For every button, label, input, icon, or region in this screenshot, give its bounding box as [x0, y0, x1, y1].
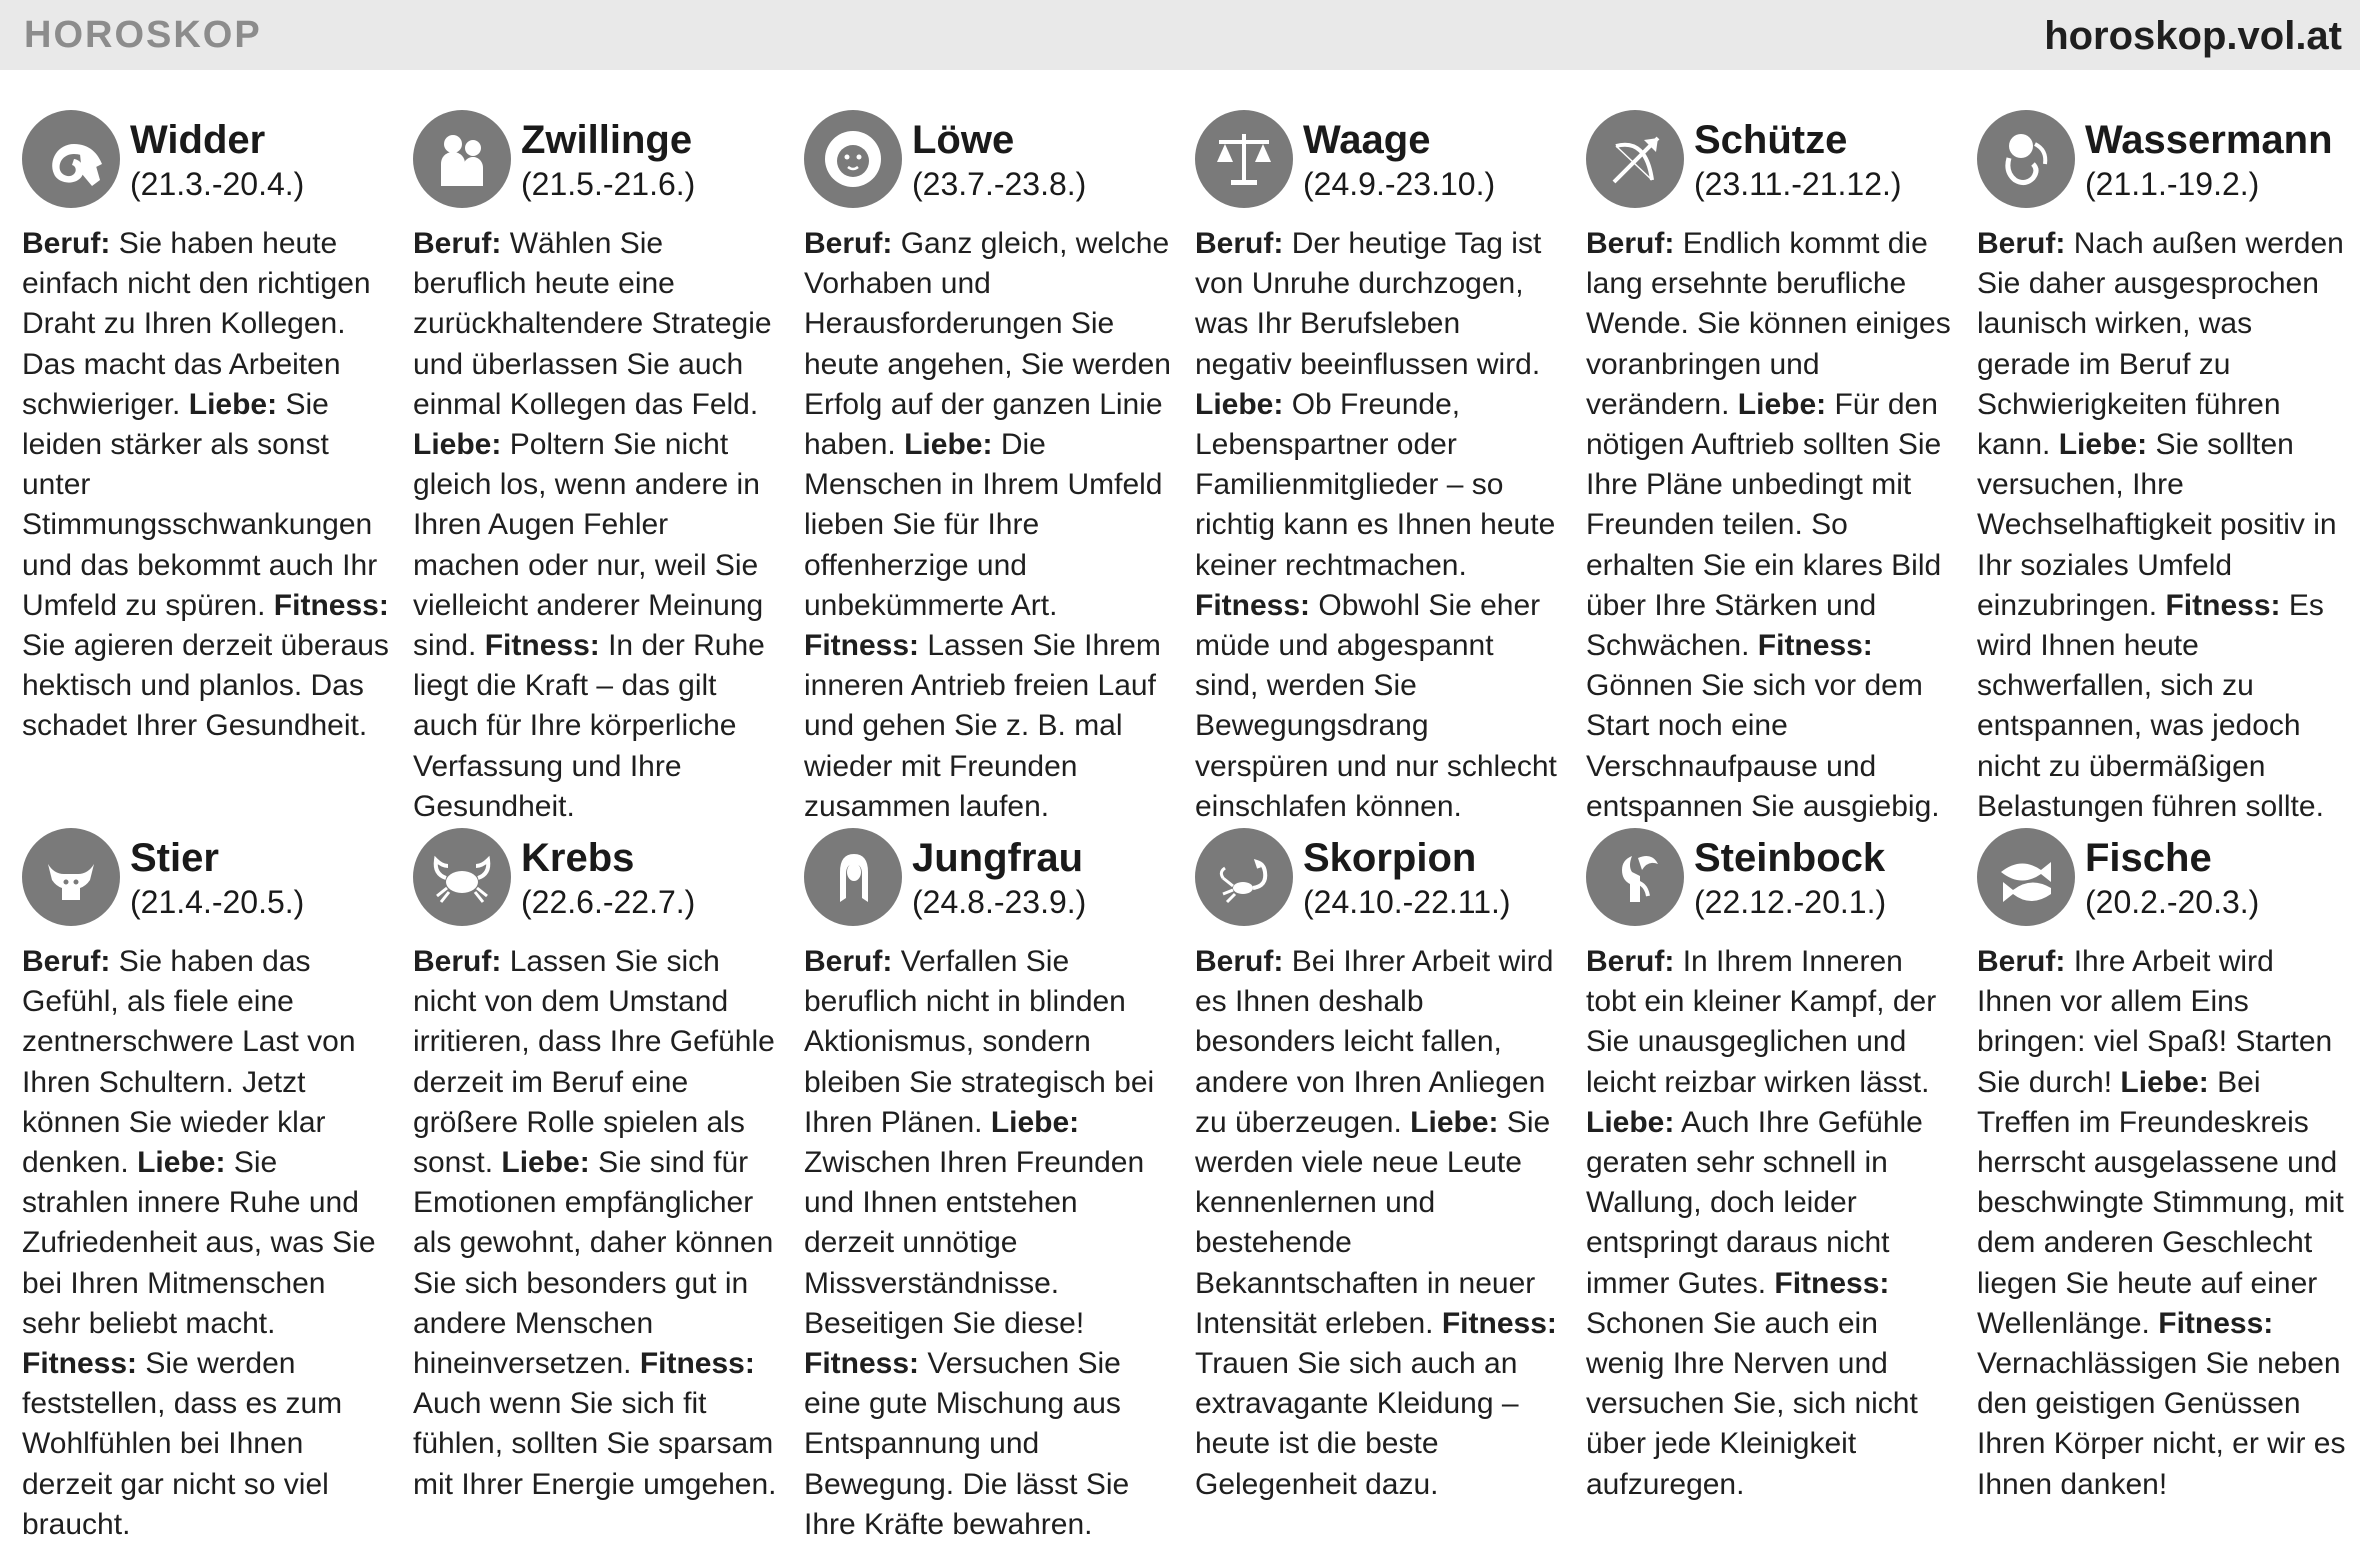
sign-card-l-we [804, 108, 1195, 826]
liebe-text: Ob Freunde, Lebenspartner oder Familienmitglieder – so richtig kann es Ihnen heute keiner rechtmachen. [1195, 387, 1556, 582]
fitness-label: Fitness: [1195, 588, 1311, 622]
sign-name: Skorpion [1303, 836, 1477, 880]
liebe-text: Die Menschen in Ihrem Umfeld lieben Sie für Ihre offenherzige und unbekümmerte Art. [804, 428, 1163, 622]
sign-card-steinbock [1586, 826, 1977, 1518]
sign-header [804, 108, 1195, 218]
sign-dates: (20.2.-20.3.) [2085, 884, 2260, 920]
sign-header [1977, 826, 2360, 936]
bow-arrow-icon [1586, 110, 1684, 208]
sign-dates: (23.7.-23.8.) [912, 166, 1087, 202]
sign-card-widder [22, 108, 413, 826]
sign-text [413, 942, 783, 1505]
beruf-text: Endlich kommt die lang ersehnte berufliche Wende. Sie können einiges voranbringen und verändern. [1586, 227, 1951, 421]
fitness-text: Sie agieren derzeit überaus hektisch und planlos. Das schadet Ihrer Gesundheit. [22, 629, 389, 743]
fitness-text: In der Ruhe liegt die Kraft – das gilt auch für Ihre körperliche Verfassung und Ihre Gesundheit. [413, 629, 765, 823]
water-bearer-icon [1977, 110, 2075, 208]
beruf-label: Beruf: [413, 227, 502, 260]
sign-name: Widder [130, 118, 266, 162]
beruf-label: Beruf: [22, 227, 111, 260]
sign-card-skorpion [1195, 826, 1586, 1518]
sign-header [413, 826, 804, 936]
fitness-label: Fitness: [1757, 629, 1873, 663]
virgin-icon [804, 828, 902, 926]
liebe-text: Auch Ihre Gefühle geraten sehr schnell in Wallung, doch leider entspringt daraus nicht immer Gutes. [1586, 1105, 1923, 1300]
beruf-text: Sie haben das Gefühl, als fiele eine zentnerschwere Last von Ihren Schultern. Jetzt können Sie wieder klar denken. [22, 945, 356, 1180]
liebe-label: Liebe: [413, 428, 502, 462]
sign-header [1586, 826, 1977, 936]
beruf-label: Beruf: [1586, 945, 1675, 978]
sign-card-krebs [413, 826, 804, 1518]
sign-header [22, 108, 413, 218]
sign-name: Krebs [521, 836, 635, 880]
beruf-label: Beruf: [1977, 945, 2066, 978]
beruf-text: Nach außen werden Sie daher ausgesprochen launisch wirken, was gerade im Beruf zu Schwierigkeiten führen kann. [1977, 227, 2344, 462]
sign-dates: (22.6.-22.7.) [521, 884, 696, 920]
beruf-text: Lassen Sie sich nicht von dem Umstand irritieren, dass Ihre Gefühle derzeit im Beruf eine größere Rolle spielen als sonst. [413, 945, 775, 1180]
sign-text [804, 224, 1174, 827]
fitness-text: Lassen Sie Ihrem inneren Antrieb freien Lauf und gehen Sie z. B. mal wieder mit Freunden zusammen laufen. [804, 629, 1161, 823]
beruf-label: Beruf: [1977, 227, 2066, 260]
liebe-label: Liebe: [904, 428, 993, 462]
sign-card-wassermann [1977, 108, 2360, 826]
liebe-text: Zwischen Ihren Freunden und Ihnen entstehen derzeit unnötige Missverständnisse. Beseitigen Sie diese! [804, 1146, 1145, 1340]
sign-name: Fische [2085, 836, 2212, 880]
sign-name: Waage [1303, 118, 1431, 162]
beruf-label: Beruf: [1586, 227, 1675, 260]
ram-icon [22, 110, 120, 208]
scorpion-icon [1195, 828, 1293, 926]
beruf-text: Wählen Sie beruflich heute eine zurückhaltendere Strategie und überlassen Sie auch einmal Kollegen das Feld. [413, 227, 772, 421]
liebe-label: Liebe: [1737, 387, 1827, 421]
fitness-text: Gönnen Sie sich vor dem Start noch eine Verschnaufpause und entspannen Sie ausgiebig. [1586, 669, 1940, 823]
beruf-label: Beruf: [804, 227, 893, 260]
liebe-text: Sie sollten versuchen, Ihre Wechselhaftigkeit positiv in Ihr soziales Umfeld einzubringen. [1977, 428, 2337, 622]
beruf-text: In Ihrem Inneren tobt ein kleiner Kampf, der Sie unausgeglichen und leicht reizbar wirken lässt. [1586, 945, 1937, 1099]
fitness-text: Es wird Ihnen heute schwerfallen, sich zu entspannen, was jedoch nicht zu übermäßigen Belastungen führen sollte. [1977, 588, 2324, 823]
fitness-text: Vernachlässigen Sie neben den geistigen Genüssen Ihren Körper nicht, er wir es Ihnen danken! [1977, 1347, 2346, 1501]
sign-dates: (21.4.-20.5.) [130, 884, 305, 920]
liebe-label: Liebe: [1586, 1105, 1675, 1139]
sign-dates: (24.9.-23.10.) [1303, 166, 1496, 202]
beruf-text: Der heutige Tag ist von Unruhe durchzogen, was Ihr Berufsleben negativ beeinflussen wird. [1195, 227, 1542, 381]
sign-card-stier [22, 826, 413, 1541]
sign-card-sch-tze [1586, 108, 1977, 826]
lion-icon [804, 110, 902, 208]
sign-card-fische [1977, 826, 2360, 1518]
beruf-label: Beruf: [1195, 945, 1284, 978]
beruf-text: Sie haben heute einfach nicht den richtigen Draht zu Ihren Kollegen. Das macht das Arbeiten schwieriger. [22, 227, 371, 421]
sign-dates: (21.5.-21.6.) [521, 166, 696, 202]
header-bar [0, 0, 2360, 70]
sign-dates: (21.1.-19.2.) [2085, 166, 2260, 202]
sign-text [22, 224, 392, 747]
horoscope-grid [22, 108, 2352, 1541]
liebe-text: Sie werden viele neue Leute kennenlernen und bestehende Bekanntschaften in neuer Intensität erleben. [1195, 1105, 1551, 1340]
crab-icon [413, 828, 511, 926]
liebe-text: Sie strahlen innere Ruhe und Zufriedenheit aus, was Sie bei Ihren Mitmenschen sehr beliebt macht. [22, 1146, 376, 1340]
fitness-label: Fitness: [639, 1347, 755, 1381]
liebe-label: Liebe: [501, 1146, 590, 1180]
sign-header [1195, 826, 1586, 936]
fish-icon [1977, 828, 2075, 926]
twins-icon [413, 110, 511, 208]
sign-name: Stier [130, 836, 219, 880]
sign-dates: (21.3.-20.4.) [130, 166, 305, 202]
liebe-label: Liebe: [1410, 1105, 1499, 1139]
beruf-label: Beruf: [413, 945, 502, 978]
sign-dates: (23.11.-21.12.) [1694, 166, 1902, 202]
fitness-label: Fitness: [484, 629, 600, 663]
sign-text [413, 224, 783, 827]
sign-header [804, 826, 1195, 936]
sign-name: Zwillinge [521, 118, 693, 162]
fitness-label: Fitness: [1441, 1306, 1557, 1340]
sign-name: Schütze [1694, 118, 1848, 162]
sign-text [1195, 224, 1565, 827]
sign-dates: (24.8.-23.9.) [912, 884, 1087, 920]
sign-name: Wassermann [2085, 118, 2333, 162]
sign-text [804, 942, 1174, 1545]
sign-header [413, 108, 804, 218]
beruf-text: Verfallen Sie beruflich nicht in blinden Aktionismus, sondern bleiben Sie strategisch bei Ihren Plänen. [804, 945, 1155, 1139]
fitness-label: Fitness: [2165, 588, 2281, 622]
site-link[interactable]: horoskop.vol.at [2044, 14, 2342, 58]
fitness-label: Fitness: [273, 588, 389, 622]
fitness-label: Fitness: [804, 1347, 920, 1381]
sign-name: Steinbock [1694, 836, 1886, 880]
sign-card-jungfrau [804, 826, 1195, 1541]
liebe-label: Liebe: [2058, 428, 2148, 462]
sign-dates: (24.10.-22.11.) [1303, 884, 1511, 920]
liebe-text: Bei Treffen im Freundeskreis herrscht ausgelassene und beschwingte Stimmung, mit dem anderen Geschlecht liegen Sie heute auf einer Wellenlänge. [1977, 1065, 2344, 1340]
liebe-text: Poltern Sie nicht gleich los, wenn andere in Ihren Augen Fehler machen oder nur, weil Sie vielleicht anderer Meinung sind. [413, 428, 764, 663]
sign-name: Jungfrau [912, 836, 1084, 880]
beruf-text: Ihre Arbeit wird Ihnen vor allem Eins bringen: viel Spaß! Starten Sie durch! [1977, 945, 2333, 1099]
ibex-icon [1586, 828, 1684, 926]
sign-name: Löwe [912, 118, 1015, 162]
sign-card-zwillinge [413, 108, 804, 826]
fitness-text: Auch wenn Sie sich fit fühlen, sollten Sie sparsam mit Ihrer Energie umgehen. [413, 1387, 777, 1501]
sign-text [1195, 942, 1565, 1505]
sign-header [22, 826, 413, 936]
fitness-text: Sie werden feststellen, dass es zum Wohlfühlen bei Ihnen derzeit gar nicht so viel braucht. [22, 1347, 343, 1541]
fitness-text: Versuchen Sie eine gute Mischung aus Entspannung und Bewegung. Die lässt Sie Ihre Kräfte bewahren. [804, 1347, 1130, 1541]
sign-text [1586, 942, 1956, 1505]
sign-dates: (22.12.-20.1.) [1694, 884, 1887, 920]
liebe-text: Für den nötigen Auftrieb sollten Sie Ihre Pläne unbedingt mit Freunden teilen. So erhalten Sie ein klares Bild über Ihre Stärken und Schwächen. [1586, 387, 1942, 663]
beruf-label: Beruf: [22, 945, 111, 978]
fitness-label: Fitness: [2158, 1306, 2274, 1340]
scales-icon [1195, 110, 1293, 208]
liebe-label: Liebe: [188, 387, 278, 421]
sign-text [22, 942, 392, 1545]
beruf-label: Beruf: [1195, 227, 1284, 260]
beruf-text: Ganz gleich, welche Vorhaben und Herausforderungen Sie heute angehen, Sie werden Erfolg auf der ganzen Linie haben. [804, 227, 1171, 462]
fitness-text: Trauen Sie sich auch an extravagante Kleidung – heute ist die beste Gelegenheit dazu. [1195, 1347, 1519, 1501]
fitness-label: Fitness: [1774, 1266, 1890, 1300]
page-title: HOROSKOP [24, 14, 262, 56]
liebe-label: Liebe: [2120, 1065, 2209, 1099]
beruf-label: Beruf: [804, 945, 893, 978]
fitness-label: Fitness: [22, 1347, 138, 1381]
liebe-text: Sie leiden stärker als sonst unter Stimmungsschwankungen und das bekommt auch Ihr Umfeld zu spüren. [22, 387, 378, 622]
fitness-label: Fitness: [804, 629, 920, 663]
liebe-text: Sie sind für Emotionen empfänglicher als gewohnt, daher können Sie sich besonders gut in andere Menschen hineinversetzen. [413, 1146, 774, 1381]
sign-header [1977, 108, 2360, 218]
sign-header [1195, 108, 1586, 218]
beruf-text: Bei Ihrer Arbeit wird es Ihnen deshalb besonders leicht fallen, andere von Ihren Anliegen zu überzeugen. [1195, 945, 1554, 1139]
bull-icon [22, 828, 120, 926]
liebe-label: Liebe: [990, 1105, 1080, 1139]
sign-text [1977, 942, 2347, 1505]
sign-header [1586, 108, 1977, 218]
liebe-label: Liebe: [1195, 387, 1284, 421]
sign-text [1977, 224, 2347, 827]
sign-card-waage [1195, 108, 1586, 826]
fitness-text: Obwohl Sie eher müde und abgespannt sind, werden Sie Bewegungsdrang verspüren und nur schlecht einschlafen können. [1195, 588, 1557, 823]
liebe-label: Liebe: [137, 1146, 226, 1180]
sign-text [1586, 224, 1956, 827]
fitness-text: Schonen Sie auch ein wenig Ihre Nerven und versuchen Sie, sich nicht über jede Kleinigkeit aufzuregen. [1586, 1306, 1918, 1501]
